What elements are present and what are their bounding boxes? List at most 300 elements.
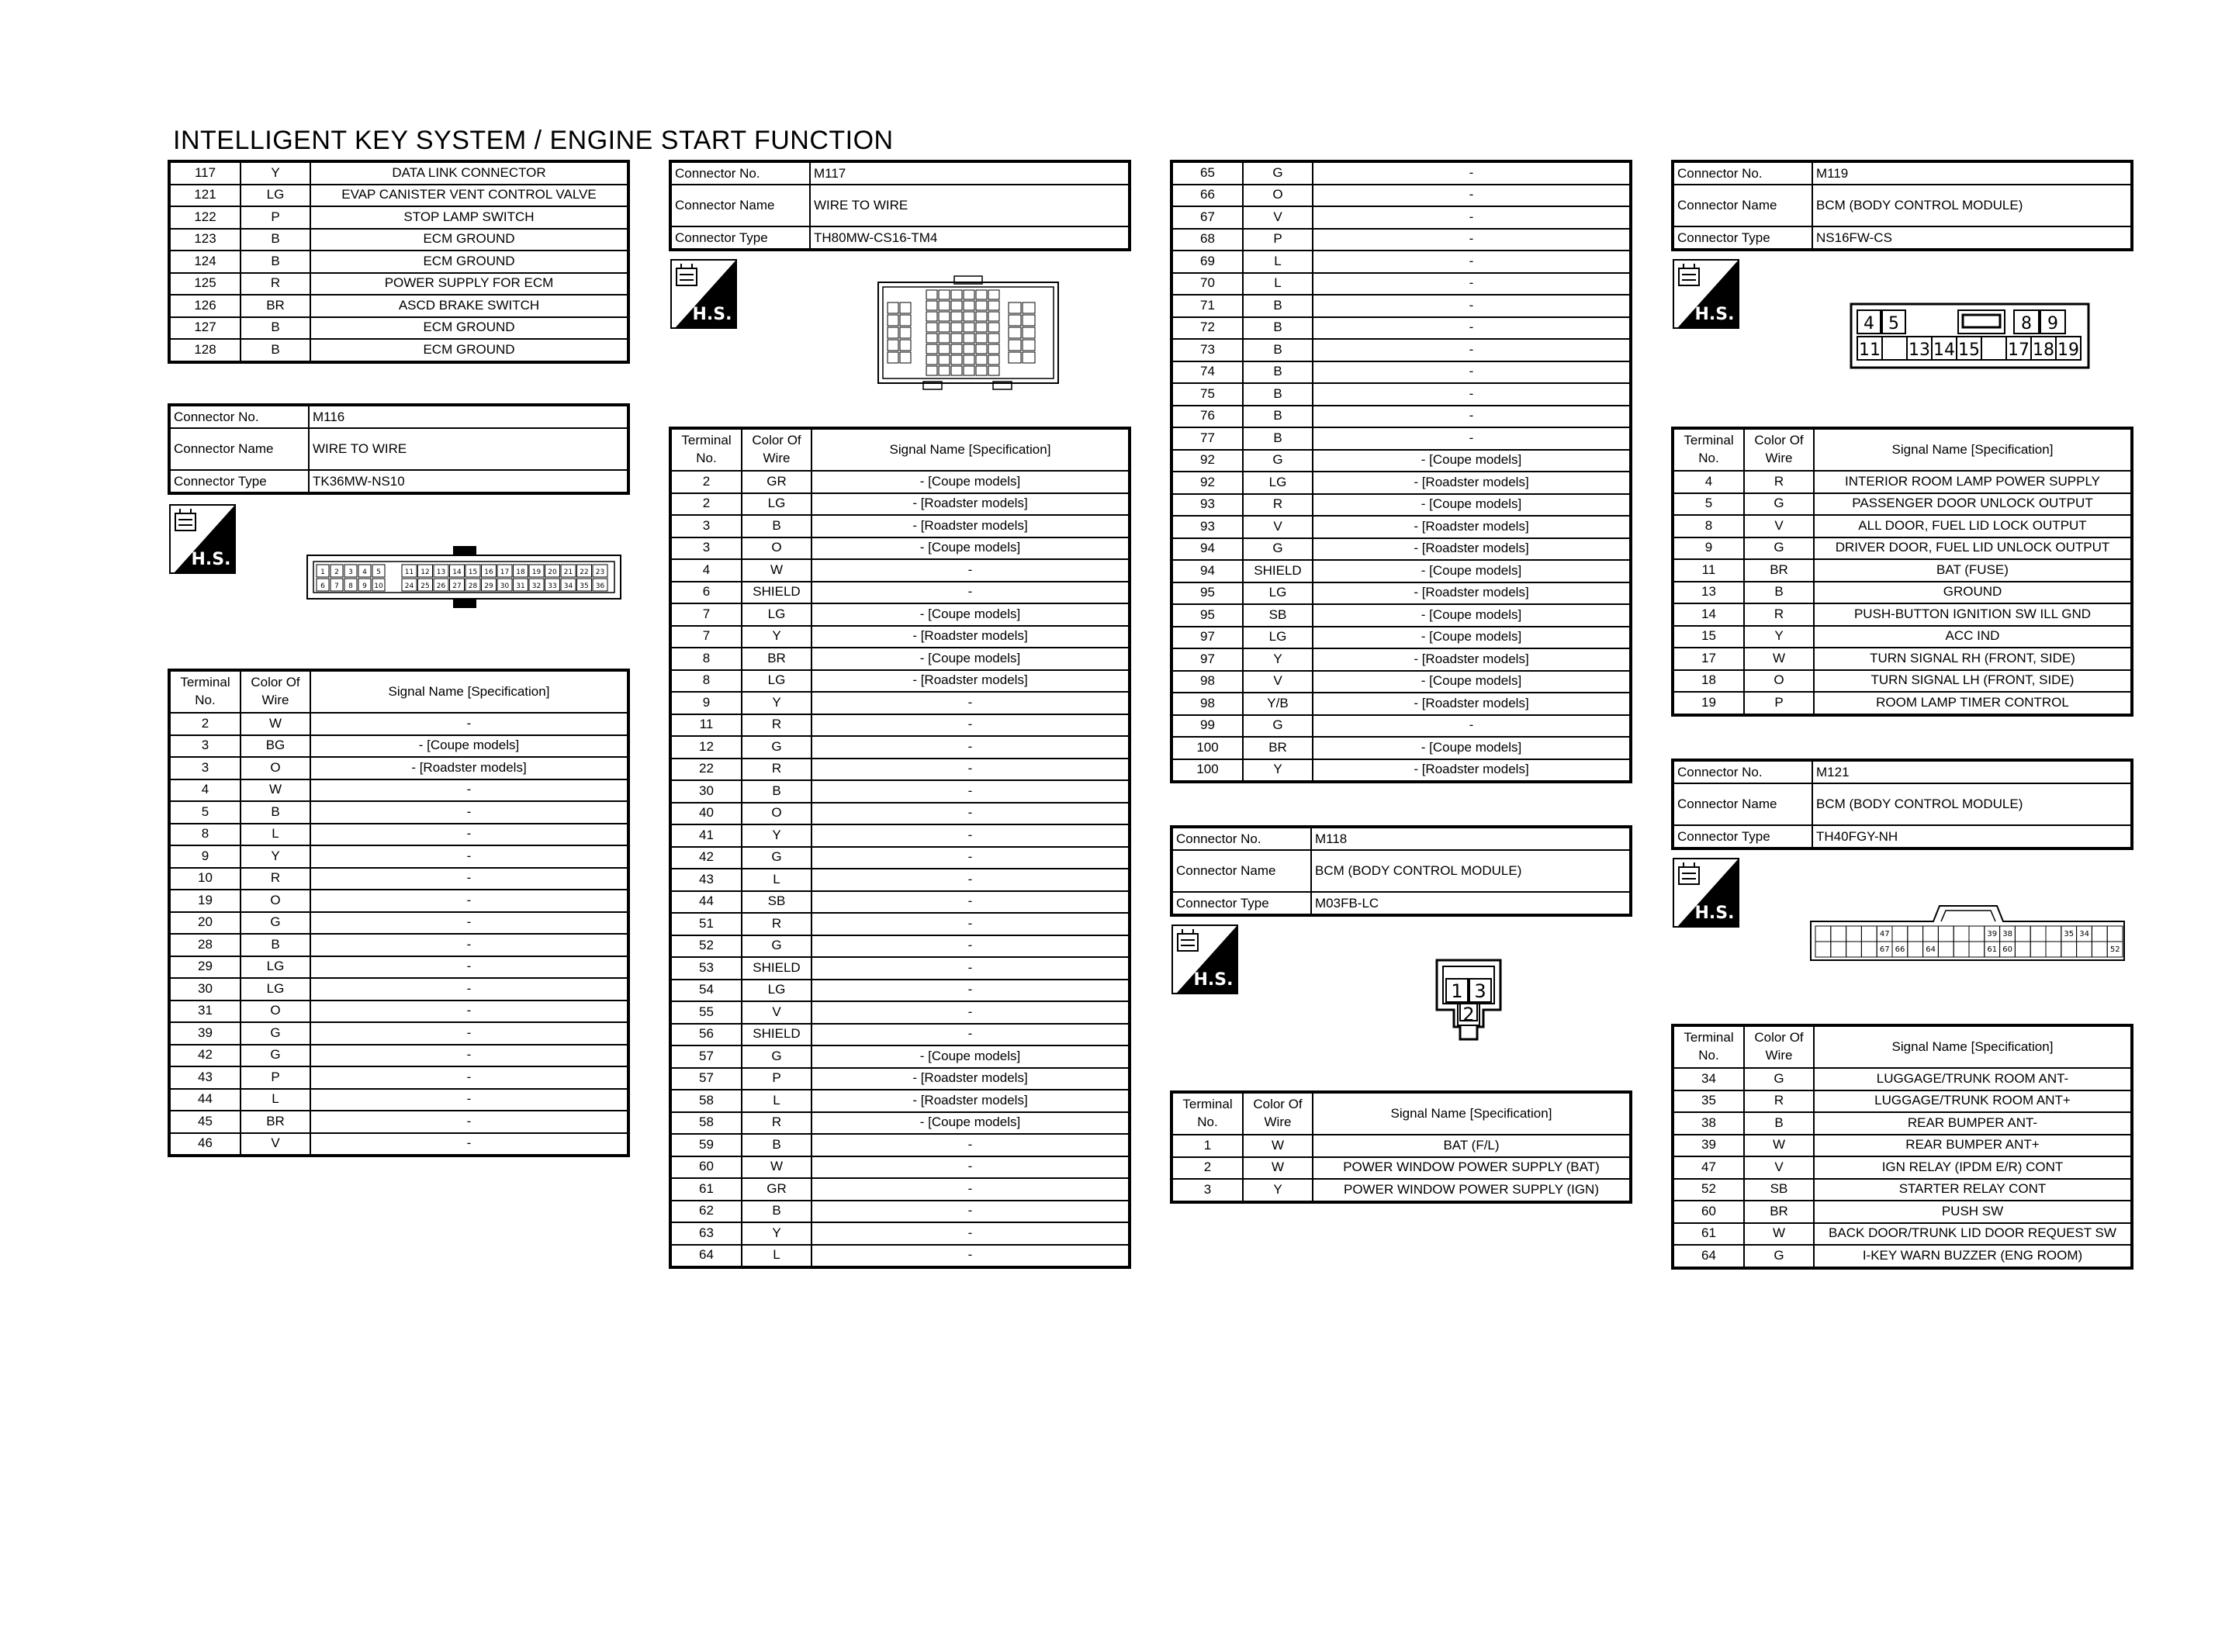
- signal-name-cell: - [Roadster models]: [1313, 472, 1631, 494]
- terminal-no-cell: 29: [169, 956, 241, 979]
- wire-color-cell: LG: [742, 493, 812, 516]
- terminal-no-cell: 7: [670, 626, 742, 648]
- pin-label: 66: [1895, 945, 1905, 954]
- wire-color-cell: G: [1243, 161, 1313, 185]
- signal-name-cell: -: [812, 847, 1130, 869]
- connector-info-table: [669, 160, 1131, 251]
- table-row: [670, 957, 1130, 980]
- table-row: [1673, 1090, 2132, 1113]
- terminal-no-cell: 3: [169, 735, 241, 758]
- terminal-no-cell: 19: [169, 890, 241, 912]
- pin-label: 52: [2109, 945, 2120, 954]
- wire-color-cell: SHIELD: [1243, 560, 1313, 582]
- table-row: [1673, 1112, 2132, 1135]
- wire-color-cell: B: [1243, 383, 1313, 406]
- signal-name-cell: STARTER RELAY CONT: [1814, 1179, 2132, 1201]
- m116-connector-face: [306, 544, 624, 613]
- m117-continuation-table: [1170, 160, 1632, 783]
- connector-name-value: BCM (BODY CONTROL MODULE): [1812, 783, 2132, 825]
- terminal-no-cell: 45: [169, 1111, 241, 1133]
- wire-color-cell: B: [1243, 427, 1313, 450]
- table-row: [169, 868, 628, 890]
- pin-label: 13: [1909, 340, 1930, 360]
- signal-name-cell: -: [310, 1133, 628, 1156]
- pin-label: 29: [484, 582, 493, 590]
- signal-name-cell: - [Coupe models]: [812, 537, 1130, 560]
- signal-name-cell: -: [310, 912, 628, 935]
- signal-name-cell: -: [812, 935, 1130, 958]
- signal-name-cell: ECM GROUND: [310, 251, 628, 273]
- wire-color-cell: G: [241, 1022, 310, 1045]
- terminal-no-cell: 5: [1673, 493, 1744, 516]
- wire-color-cell: B: [241, 251, 310, 273]
- wire-color-cell: G: [1243, 450, 1313, 472]
- wire-color-cell: P: [1744, 692, 1814, 715]
- terminal-no-cell: 127: [169, 317, 241, 340]
- wire-color-cell: Y: [241, 845, 310, 868]
- pin-label: 3: [348, 569, 353, 576]
- wire-color-cell: G: [1744, 1068, 1814, 1090]
- terminal-no-cell: 68: [1171, 229, 1243, 251]
- signal-name-cell: DRIVER DOOR, FUEL LID UNLOCK OUTPUT: [1814, 537, 2132, 560]
- signal-name-cell: - [Roadster models]: [812, 1090, 1130, 1112]
- wire-color-cell: O: [241, 1001, 310, 1023]
- signal-name-cell: -: [310, 868, 628, 890]
- terminal-no-header: Terminal No.: [670, 428, 742, 471]
- terminal-no-cell: 39: [169, 1022, 241, 1045]
- wire-color-cell: B: [241, 317, 310, 340]
- pin-label: 8: [348, 582, 353, 590]
- wire-color-cell: P: [1243, 229, 1313, 251]
- terminal-no-cell: 94: [1171, 538, 1243, 561]
- table-row: [1171, 715, 1631, 738]
- terminal-no-cell: 92: [1171, 450, 1243, 472]
- wire-color-cell: B: [241, 934, 310, 956]
- connector-no-value: M118: [1311, 827, 1631, 850]
- wire-color-cell: G: [241, 1045, 310, 1067]
- pin-label: 31: [516, 582, 525, 590]
- wire-color-cell: R: [742, 759, 812, 781]
- signal-name-cell: PASSENGER DOOR UNLOCK OUTPUT: [1814, 493, 2132, 516]
- table-row: [670, 537, 1130, 560]
- signal-name-header: Signal Name [Specification]: [1814, 428, 2132, 471]
- wire-color-cell: Y: [742, 824, 812, 847]
- terminal-no-cell: 76: [1171, 406, 1243, 428]
- color-of-wire-header: Color Of Wire: [1243, 1092, 1313, 1135]
- terminal-no-header: Terminal No.: [1673, 1025, 1744, 1068]
- pin-label: 23: [595, 569, 605, 576]
- terminal-no-cell: 2: [670, 471, 742, 493]
- signal-name-cell: - [Coupe models]: [1313, 671, 1631, 693]
- connector-type-value: M03FB-LC: [1311, 892, 1631, 915]
- terminal-no-cell: 9: [1673, 537, 1744, 560]
- signal-name-cell: - [Roadster models]: [812, 670, 1130, 693]
- connector-no-value: M116: [309, 405, 628, 428]
- svg-text:H.S.: H.S.: [1694, 904, 1735, 923]
- table-row: [1171, 516, 1631, 538]
- connector-no-label: Connector No.: [670, 161, 810, 185]
- table-row: [1673, 493, 2132, 516]
- wire-color-cell: BR: [241, 295, 310, 317]
- signal-name-cell: REAR BUMPER ANT-: [1814, 1112, 2132, 1135]
- signal-name-cell: STOP LAMP SWITCH: [310, 206, 628, 229]
- connector-no-label: Connector No.: [169, 405, 309, 428]
- pin-label: 9: [362, 582, 367, 590]
- signal-name-cell: -: [812, 891, 1130, 914]
- wire-color-cell: O: [241, 890, 310, 912]
- signal-name-cell: - [Coupe models]: [1313, 737, 1631, 759]
- table-row: [1171, 406, 1631, 428]
- terminal-no-cell: 123: [169, 229, 241, 251]
- table-row: [670, 603, 1130, 626]
- color-of-wire-header: Color Of Wire: [742, 428, 812, 471]
- table-row: [1171, 185, 1631, 207]
- connector-type-label: Connector Type: [1673, 825, 1812, 848]
- wire-color-cell: B: [1744, 1112, 1814, 1135]
- signal-name-cell: -: [1313, 339, 1631, 361]
- table-row: [670, 670, 1130, 693]
- pin-label: 26: [436, 582, 446, 590]
- wire-color-cell: LG: [241, 185, 310, 207]
- pin-label: 27: [452, 582, 462, 590]
- wire-color-cell: O: [1243, 185, 1313, 207]
- signal-name-cell: -: [310, 1111, 628, 1133]
- terminal-no-cell: 58: [670, 1112, 742, 1135]
- table-row: [169, 206, 628, 229]
- pin-label: 2: [334, 569, 339, 576]
- table-row: [1171, 472, 1631, 494]
- pin-label: 19: [531, 569, 542, 576]
- pin-label: 25: [420, 582, 430, 590]
- table-row: [670, 1245, 1130, 1268]
- pin-label: 5: [1888, 314, 1899, 334]
- terminal-no-header: Terminal No.: [1171, 1092, 1243, 1135]
- hs-harness-side-icon: [1673, 259, 1739, 329]
- table-row: [169, 1001, 628, 1023]
- pin-label: 11: [404, 569, 414, 576]
- terminal-no-cell: 41: [670, 824, 742, 847]
- terminal-no-cell: 20: [169, 912, 241, 935]
- wire-color-cell: G: [241, 912, 310, 935]
- wire-color-cell: P: [241, 1066, 310, 1089]
- signal-name-cell: POWER WINDOW POWER SUPPLY (BAT): [1313, 1157, 1631, 1180]
- table-row: [1673, 1068, 2132, 1090]
- pin-label: 13: [436, 569, 446, 576]
- terminal-no-cell: 42: [670, 847, 742, 869]
- signal-name-cell: ECM GROUND: [310, 317, 628, 340]
- signal-name-cell: -: [812, 1245, 1130, 1268]
- terminal-no-cell: 11: [670, 714, 742, 737]
- signal-name-cell: - [Coupe models]: [812, 1045, 1130, 1068]
- signal-name-cell: -: [812, 559, 1130, 582]
- table-row: [1171, 383, 1631, 406]
- terminal-no-cell: 122: [169, 206, 241, 229]
- signal-name-cell: GROUND: [1814, 582, 2132, 604]
- terminal-no-cell: 97: [1171, 627, 1243, 649]
- signal-name-cell: -: [812, 582, 1130, 604]
- terminal-no-cell: 4: [169, 779, 241, 802]
- color-of-wire-header: Color Of Wire: [241, 670, 310, 713]
- pin-label: 6: [320, 582, 325, 590]
- signal-name-cell: -: [310, 956, 628, 979]
- connector-no-value: M119: [1812, 161, 2132, 185]
- table-row: [169, 978, 628, 1001]
- table-row: [670, 1178, 1130, 1201]
- pin-label: 18: [516, 569, 525, 576]
- terminal-no-cell: 72: [1171, 317, 1243, 340]
- signal-name-cell: DATA LINK CONNECTOR: [310, 161, 628, 185]
- pin-label: 61: [1987, 945, 1998, 954]
- terminal-no-cell: 60: [670, 1156, 742, 1179]
- signal-name-cell: -: [310, 1045, 628, 1067]
- connector-name-label: Connector Name: [1171, 850, 1311, 892]
- table-row: [169, 890, 628, 912]
- wire-color-cell: R: [742, 1112, 812, 1135]
- wire-color-cell: W: [1744, 1223, 1814, 1246]
- terminal-no-cell: 95: [1171, 582, 1243, 605]
- table-row: [670, 1112, 1130, 1135]
- terminal-no-cell: 55: [670, 1001, 742, 1024]
- signal-name-cell: -: [812, 736, 1130, 759]
- svg-text:H.S.: H.S.: [1193, 970, 1234, 990]
- pin-label: 19: [2057, 340, 2079, 360]
- pin-label: 24: [404, 582, 414, 590]
- wire-color-cell: B: [1243, 339, 1313, 361]
- svg-text:H.S.: H.S.: [692, 305, 732, 324]
- pin-label: 33: [548, 582, 557, 590]
- pin-label: 12: [420, 569, 430, 576]
- terminal-no-cell: 64: [670, 1245, 742, 1268]
- terminal-no-cell: 3: [670, 537, 742, 560]
- signal-name-cell: -: [310, 801, 628, 824]
- table-row: [670, 736, 1130, 759]
- wire-color-cell: BR: [1243, 737, 1313, 759]
- connector-name-value: BCM (BODY CONTROL MODULE): [1812, 185, 2132, 226]
- wire-color-cell: L: [241, 1089, 310, 1111]
- wire-color-cell: BR: [742, 648, 812, 670]
- m121-connector-face: [1809, 904, 2127, 966]
- wire-color-cell: W: [1243, 1157, 1313, 1180]
- terminal-no-cell: 75: [1171, 383, 1243, 406]
- wire-color-cell: L: [742, 1090, 812, 1112]
- table-row: [670, 559, 1130, 582]
- table-row: [169, 1133, 628, 1156]
- table-row: [670, 648, 1130, 670]
- terminal-no-cell: 66: [1171, 185, 1243, 207]
- table-row: [1171, 604, 1631, 627]
- wire-color-cell: G: [1744, 537, 1814, 560]
- wire-color-cell: G: [1744, 493, 1814, 516]
- table-row: [670, 1201, 1130, 1223]
- wire-color-cell: Y: [1243, 1179, 1313, 1202]
- table-row: [1673, 1135, 2132, 1157]
- table-row: [670, 1222, 1130, 1245]
- pin-3-label: 3: [1474, 980, 1486, 1002]
- signal-name-cell: -: [1313, 361, 1631, 384]
- table-row: [1171, 1179, 1631, 1202]
- pin-label: 1: [320, 569, 325, 576]
- terminal-no-cell: 10: [169, 868, 241, 890]
- table-row: [1171, 206, 1631, 229]
- signal-name-header: Signal Name [Specification]: [310, 670, 628, 713]
- pin-cell: [1981, 337, 2006, 360]
- connector-type-label: Connector Type: [1673, 226, 1812, 250]
- signal-name-cell: ACC IND: [1814, 626, 2132, 648]
- terminal-no-cell: 38: [1673, 1112, 1744, 1135]
- signal-name-cell: TURN SIGNAL LH (FRONT, SIDE): [1814, 670, 2132, 693]
- signal-name-cell: BAT (FUSE): [1814, 559, 2132, 582]
- wire-color-cell: B: [1243, 406, 1313, 428]
- terminal-no-cell: 11: [1673, 559, 1744, 582]
- terminal-no-cell: 53: [670, 957, 742, 980]
- signal-name-cell: -: [812, 1222, 1130, 1245]
- table-row: [169, 735, 628, 758]
- table-row: [1673, 559, 2132, 582]
- terminal-no-cell: 57: [670, 1045, 742, 1068]
- table-row: [1171, 361, 1631, 384]
- terminal-no-cell: 61: [1673, 1223, 1744, 1246]
- table-row: [1171, 1157, 1631, 1180]
- pin-label: 15: [468, 569, 478, 576]
- table-row: [670, 824, 1130, 847]
- table-row: [169, 1111, 628, 1133]
- m115-continuation-table: [168, 160, 630, 364]
- terminal-no-cell: 15: [1673, 626, 1744, 648]
- m121-terminal-table: [1671, 1024, 2133, 1270]
- wire-color-cell: W: [241, 779, 310, 802]
- table-row: [670, 869, 1130, 891]
- signal-name-cell: - [Coupe models]: [310, 735, 628, 758]
- terminal-no-cell: 42: [169, 1045, 241, 1067]
- table-row: [169, 779, 628, 802]
- terminal-no-cell: 46: [169, 1133, 241, 1156]
- table-row: [1673, 603, 2132, 626]
- signal-name-cell: -: [812, 913, 1130, 935]
- connector-name-value: WIRE TO WIRE: [309, 428, 628, 470]
- terminal-no-cell: 69: [1171, 251, 1243, 273]
- wire-color-cell: R: [742, 714, 812, 737]
- terminal-no-cell: 73: [1171, 339, 1243, 361]
- wire-color-cell: O: [241, 757, 310, 779]
- wire-color-cell: V: [1744, 1156, 1814, 1179]
- table-row: [1171, 339, 1631, 361]
- terminal-no-cell: 3: [670, 515, 742, 537]
- signal-name-cell: - [Roadster models]: [1313, 693, 1631, 715]
- signal-name-cell: -: [1313, 229, 1631, 251]
- pin-label: 35: [580, 582, 589, 590]
- signal-name-cell: -: [310, 779, 628, 802]
- table-row: [1673, 471, 2132, 493]
- wire-color-cell: GR: [742, 1178, 812, 1201]
- signal-name-cell: -: [310, 890, 628, 912]
- pin-label: 67: [1879, 945, 1890, 954]
- wire-color-cell: B: [742, 1134, 812, 1156]
- terminal-no-cell: 74: [1171, 361, 1243, 384]
- m121-connector-info: [1671, 759, 2133, 850]
- table-row: [169, 1045, 628, 1067]
- table-row: [1171, 627, 1631, 649]
- signal-name-header: Signal Name [Specification]: [1313, 1092, 1631, 1135]
- terminal-no-cell: 1: [1171, 1135, 1243, 1157]
- table-row: [169, 757, 628, 779]
- table-row: [670, 1090, 1130, 1112]
- terminal-no-cell: 98: [1171, 693, 1243, 715]
- pin-label: 5: [376, 569, 381, 576]
- signal-name-cell: -: [812, 869, 1130, 891]
- wire-color-cell: BG: [241, 735, 310, 758]
- wire-color-cell: LG: [742, 670, 812, 693]
- signal-name-cell: REAR BUMPER ANT+: [1814, 1135, 2132, 1157]
- wire-color-cell: Y: [742, 692, 812, 714]
- table-row: [670, 1134, 1130, 1156]
- signal-name-cell: -: [812, 759, 1130, 781]
- wire-color-cell: G: [1744, 1245, 1814, 1268]
- wire-color-cell: Y: [1243, 648, 1313, 671]
- terminal-no-cell: 39: [1673, 1135, 1744, 1157]
- svg-text:H.S.: H.S.: [1694, 305, 1735, 324]
- terminal-no-cell: 93: [1171, 494, 1243, 517]
- connector-type-value: TK36MW-NS10: [309, 470, 628, 493]
- signal-name-cell: -: [310, 1089, 628, 1111]
- hs-harness-side-icon: [169, 504, 236, 574]
- wire-color-cell: LG: [1243, 582, 1313, 605]
- m117-connector-face: [877, 275, 1060, 396]
- wire-color-cell: Y: [742, 626, 812, 648]
- table-row: [1673, 648, 2132, 670]
- terminal-no-cell: 61: [670, 1178, 742, 1201]
- terminal-no-cell: 5: [169, 801, 241, 824]
- key-slot: [1963, 315, 2000, 327]
- wire-color-cell: R: [1744, 471, 1814, 493]
- signal-name-cell: - [Roadster models]: [812, 626, 1130, 648]
- wire-color-cell: BR: [241, 1111, 310, 1133]
- table-row: [169, 824, 628, 846]
- table-row: [670, 847, 1130, 869]
- wire-color-cell: R: [1744, 603, 1814, 626]
- signal-name-cell: - [Coupe models]: [812, 603, 1130, 626]
- pin-label: 14: [452, 569, 462, 576]
- m116-connector-info: [168, 403, 630, 495]
- page-title: INTELLIGENT KEY SYSTEM / ENGINE START FUNCTION: [173, 126, 894, 155]
- pin-label: 34: [563, 582, 573, 590]
- signal-name-cell: - [Coupe models]: [1313, 450, 1631, 472]
- terminal-no-cell: 2: [169, 713, 241, 735]
- pin-label: 17: [2008, 340, 2030, 360]
- table-row: [1673, 515, 2132, 537]
- table-row: [1673, 582, 2132, 604]
- table-row: [1171, 229, 1631, 251]
- wire-color-cell: G: [742, 1045, 812, 1068]
- signal-name-cell: -: [310, 824, 628, 846]
- table-row: [670, 759, 1130, 781]
- connector-no-label: Connector No.: [1673, 760, 1812, 783]
- terminal-no-cell: 2: [670, 493, 742, 516]
- terminal-no-cell: 3: [1171, 1179, 1243, 1202]
- terminal-no-cell: 64: [1673, 1245, 1744, 1268]
- signal-name-cell: - [Coupe models]: [812, 1112, 1130, 1135]
- wire-color-cell: B: [1243, 317, 1313, 340]
- wire-color-cell: R: [1243, 494, 1313, 517]
- pin-label: 39: [1987, 930, 1998, 938]
- wire-color-cell: W: [1243, 1135, 1313, 1157]
- terminal-no-cell: 35: [1673, 1090, 1744, 1113]
- wire-color-cell: V: [742, 1001, 812, 1024]
- terminal-no-cell: 13: [1673, 582, 1744, 604]
- signal-name-cell: -: [1313, 715, 1631, 738]
- terminal-no-cell: 60: [1673, 1201, 1744, 1223]
- m118-terminal-table: [1170, 1090, 1632, 1204]
- terminal-no-cell: 31: [169, 1001, 241, 1023]
